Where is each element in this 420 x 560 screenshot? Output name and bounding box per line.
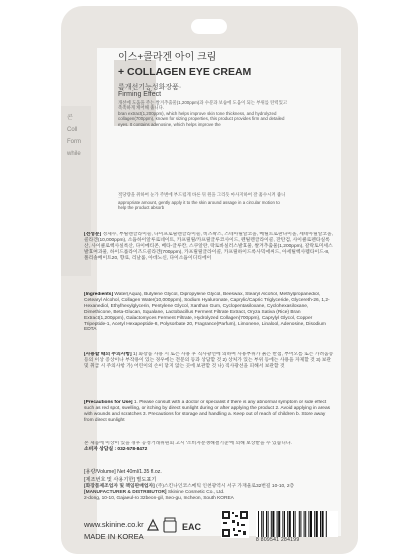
usage-korean: 적당량을 취하여 눈가 주변에 부드럽게 바른 뒤 원을 그리듯 마사지하여 잘 흡수시켜 줍니	[118, 192, 286, 197]
eac-mark: EAC	[182, 522, 202, 532]
precautions-korean-label: [사용할 때의 주의사항]	[84, 352, 132, 357]
barcode-bar	[261, 511, 262, 537]
precautions-korean-text: 1) 화장품 사용 시 또는 사용 후 직사광선에 의하여 사용부위가 붉은 반점, 부어오름 또는 가려움증 등의 이상 증상이나 부작용이 있는 경우에는 전문의 등과 상담할 것 2) 상처가 있는 부위 등에는 사용을 자제할 것 3) 보관 및 취급 시 주의사항 가) 어린이의 손이 닿지 않는 곳에 보관할 것 나) 직사광선을 피해서 보관할 것	[84, 352, 334, 369]
barcode	[256, 511, 338, 537]
product-title-korean: 이스+콜라겐 아이 크림	[118, 52, 217, 63]
qr-code	[221, 510, 249, 538]
ingredients-english-label: [Ingredients]	[84, 292, 114, 297]
barcode-bar	[282, 511, 283, 537]
manufacturer-korean-label: [화장품제조업자 및 책임판매업자]	[84, 484, 155, 489]
barcode-bar	[287, 511, 288, 537]
barcode-bar	[293, 511, 294, 537]
barcode-bar	[277, 511, 278, 537]
manufacturer-korean: (주)스킨나인코스메틱 인천광역시 서구 가재울로32번길 10-10, 2층	[156, 484, 295, 489]
warranty-notice	[84, 441, 334, 465]
precautions-korean	[84, 352, 334, 398]
recycle-icon	[148, 520, 158, 530]
barcode-bar	[320, 511, 321, 537]
usage-english: appropriate amount, gently apply it to the skin around assage in a circular motion to help the product absorb	[118, 200, 280, 211]
barcode-bar	[304, 511, 305, 537]
product-title-english: + COLLAGEN EYE CREAM	[118, 66, 252, 78]
product-description	[118, 100, 288, 192]
functional-cosmetic-korean: 름개선기능성화장품·	[118, 84, 182, 91]
barcode-bar	[263, 511, 264, 537]
precautions-english-label: [Precautions for Use]	[84, 400, 133, 405]
manufacturer-english-label: [MANUFACTURER & DISTRIBUTOR]	[84, 489, 167, 495]
precautions-english-text: 1. Please consult with a doctor or specialist if there is any abnormal symptom or side effect such as red spot, swelling, or itching by direct sunlight during or after applying the product 2. Avoid applying in areas with wounds and scratches 3. Precautions for storage and handling a. Keep out of reach of children b. Store away from direct sunlight	[84, 400, 331, 423]
manufacturer-info	[84, 484, 334, 502]
warranty-text: 본 제품에 이상이 있을 경우 공정거래위원회 고시 '소비자분쟁해결기준'에 의해 보상받을 수 있습니다.	[84, 441, 292, 446]
barcode-bar	[305, 511, 306, 537]
description-english: bran extract(1,200ppm), which helps improve skin tone thickness, and hydrolyzed collagen(700ppm), known for sizing properties, this product provides firm and detailed eyes. It contains adenosine, which helps improve the	[118, 110, 285, 127]
volume-line: [용량/Volume] Net 40ml/1.35 fl.oz.	[84, 469, 162, 475]
barcode-bar	[258, 511, 259, 537]
ingredients-english-text: Water(Aqua), Butylene Glycol, Dipropylene Glycol, Beeswax, Stearyl Alcohol, Methylpropanediol, Cetearyl Alcohol, Collagen Water(10,000ppm), Sodium Hyaluronate, Caprylic/Capric Triglyceride, Glycereth-26, 1,2-Hexanediol, Ethylhexylglycerin, Pentylene Glycol, Xanthan Gum, Cyclopentasiloxane, Cyclohexasiloxane, Dimethicone, Beta-Glucan, Squalane, Lactobacillus Ferment Filtrate Extract, Oryza Sativa (Rice) Bran Extract(1,200ppm), Galactomyces Ferment Filtrate, Hydrolyzed Collagen(700ppm), Caprylyl Glycol, Copper Tripeptide-1, Acetyl Hexapeptide-8, Polysorbate 20, Fragrance(Parfum), Limonene, Linalool, Adenosine, Disodium EDTA	[84, 292, 330, 333]
description-korean: 개선에 도움을 주는 쌀겨추출물(1,200ppm)과 수분과 보습에 도움이 되는 부위를 탄력있고 촉촉하게 케어해 줍니다.	[118, 100, 288, 111]
barcode-bar	[314, 511, 315, 537]
barcode-bar	[322, 511, 324, 537]
website: www.skinine.co.kr	[84, 520, 144, 529]
barcode-bar	[316, 511, 318, 537]
barcode-bar	[268, 511, 269, 537]
barcode-bar	[295, 511, 296, 537]
barcode-bar	[299, 511, 300, 537]
ingredients-english	[84, 292, 334, 350]
barcode-bar	[310, 511, 312, 537]
barcode-number: 8 809541 284199	[256, 537, 300, 543]
ingredients-korean	[84, 232, 334, 290]
barcode-bar	[272, 511, 274, 537]
precautions-english	[84, 400, 334, 440]
barcode-bar	[308, 511, 309, 537]
ingredients-korean-label: [전성분]	[84, 232, 102, 237]
hang-hole	[191, 19, 227, 34]
barcode-bar	[266, 511, 267, 537]
barcode-bar	[289, 511, 291, 537]
ingredients-korean-text: 정제수, 부틸렌글라이콜, 다이프로필렌글라이콜, 비즈왁스, 스테아릴알코올, 메틸트로판다이올, 세테아릴알코올, 콜라겐(10,000ppm), 소듐하이알루로네이트, 카프릴릴/카프릴글루코사이드, 펜틸렌글라이콜, 잔탄검, 사이클로펜타실록산, 사이클로헥사실록산, 다이메티콘, 베타-글루칸, 스쿠알란, 락토바실러스발효물, 쌀겨추출물(1,200ppm), 갈락토미세스발효여과물, 하이드롤라이즈드콜라겐(700ppm), 카프릴릴글라이콜, 카프릴하이드록사믹애씨드, 아세틸헥사펩타이드-8, 폴리솔베이트20, 향료, 리날룰, 아데노신, 다이소듐이디티에이	[84, 232, 333, 261]
manufacturer-english-company: Skinine Cosmetic Co., Ltd.	[167, 489, 225, 495]
barcode-bar	[300, 511, 301, 537]
folded-side-flap: 콘 Coll Form while	[61, 106, 91, 276]
barcode-bar	[271, 511, 272, 537]
barcode-bar	[278, 511, 280, 537]
recycling-certification-icons	[144, 514, 214, 538]
consumer-contact: 소비자 상담실 : 032-578-8472	[84, 446, 148, 452]
pao-jar-icon	[164, 518, 176, 532]
barcode-bar	[284, 511, 285, 537]
functional-cosmetic-english: Firming Effect	[118, 91, 162, 98]
barcode-bar	[326, 511, 327, 537]
lot-line: [제조번호 및 사용기한] 별도표기	[84, 477, 157, 483]
manufacturer-english-address: 2-dong, 10-10, Gajaeul-ro 32beon-gil, Seo-gu, Incheon, South KOREA	[84, 495, 234, 501]
made-in-korea: MADE IN KOREA	[84, 532, 144, 541]
